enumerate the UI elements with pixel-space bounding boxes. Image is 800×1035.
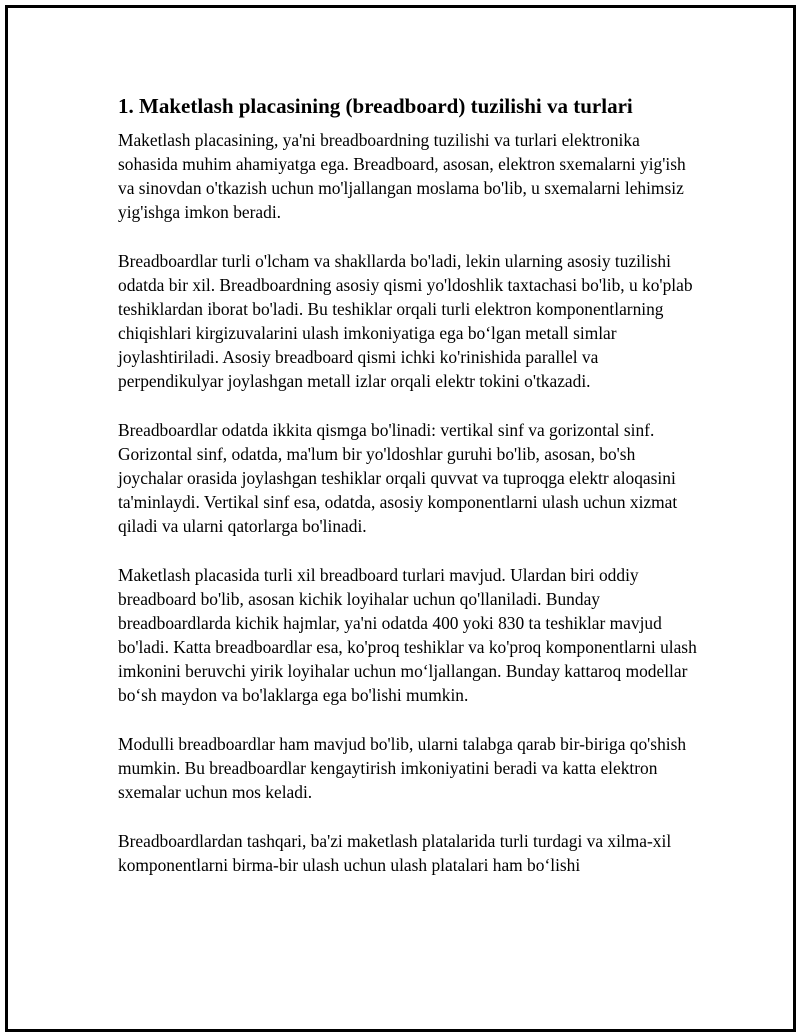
paragraph-5: Modulli breadboardlar ham mavjud bo'lib, ularni talabga qarab bir-biriga qo'shish mumkin. Bu breadboardlar kengaytirish imkoniyatini beradi va katta elektron sxemalar uchun mos keladi. <box>118 734 687 802</box>
document-body <box>118 92 698 902</box>
paragraph-4: Maketlash placasida turli xil breadboard turlari mavjud. Ulardan biri oddiy breadboard bo'lib, asosan kichik loyihalar uchun qo'llaniladi. Bunday breadboardlarda kichik hajmlar, ya'ni odatda 400 yoki 830 ta teshiklar mavjud bo'ladi. Katta breadboardlar esa, ko'proq teshiklar va ko'proq komponentlarni ulash imkonini beruvchi yirik loyihalar uchun mo‘ljallangan. Bunday kattaroq modellar bo‘sh maydon va bo'laklarga ega bo'lishi mumkin. <box>118 565 697 705</box>
paragraph-6: Breadboardlardan tashqari, ba'zi maketlash platalarida turli turdagi va xilma-xil komponentlarni birma-bir ulash uchun ulash platalari ham bo‘lishi <box>118 831 672 875</box>
paragraph-3: Breadboardlar odatda ikkita qismga bo'linadi: vertikal sinf va gorizontal sinf. Gorizontal sinf, odatda, ma'lum bir yo'ldoshlar guruhi bo'lib, asosan, bo'sh joychalar orasida joylashgan teshiklar orqali quvvat va tuproqga elektr aloqasini ta'minlaydi. Vertikal sinf esa, odatda, asosiy komponentlarni ulash uchun xizmat qiladi va ularni qatorlarga bo'linadi. <box>118 420 678 536</box>
paragraph-1: Maketlash placasining, ya'ni breadboardning tuzilishi va turlari elektronika sohasida muhim ahamiyatga ega. Breadboard, asosan, elektron sxemalarni yig'ish va sinovdan o'tkazish uchun mo'ljallangan moslama bo'lib, u sxemalarni lehimsiz yig'ishga imkon beradi. <box>118 130 686 222</box>
paragraph-2: Breadboardlar turli o'lcham va shakllarda bo'ladi, lekin ularning asosiy tuzilishi odatda bir xil. Breadboardning asosiy qismi yo'ldoshlik taxtachasi bo'lib, u ko'plab teshiklardan iborat bo'ladi. Bu teshiklar orqali turli elektron komponentlarning chiqishlari kirgizuvalarini ulash imkoniyatiga ega bo‘lgan metall simlar joylashtiriladi. Asosiy breadboard qismi ichki ko'rinishida parallel va perpendikulyar joylashgan metall izlar orqali elektr tokini o'tkazadi. <box>118 251 693 391</box>
section-heading: 1. Maketlash placasining (breadboard) tuzilishi va turlari <box>118 94 633 118</box>
